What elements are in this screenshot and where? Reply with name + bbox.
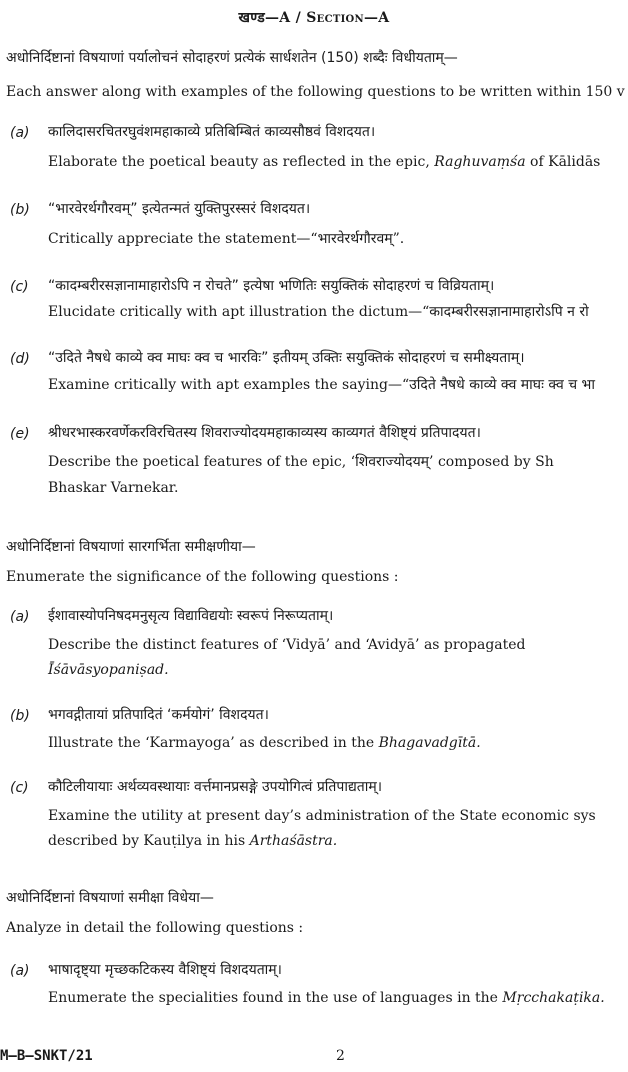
q3-instruction-english: Analyze in detail the following questions :: [6, 920, 304, 936]
q1-part-e-hindi: श्रीधरभास्करवर्णेकरविरचितस्य शिवराज्योदयमहाकाव्यस्य काव्यगतं वैशिष्ट्यं प्रतिपादयत।: [48, 425, 481, 441]
q3-part-a-label: (a): [10, 963, 30, 979]
q2-part-c-english-cont: described by Kauṭilya in his Arthaśāstra.: [48, 833, 338, 849]
exam-code: M–B–SNKT/21: [0, 1048, 93, 1064]
q2-part-b-english: Illustrate the ‘Karmayoga’ as described in the Bhagavadgītā.: [48, 735, 481, 751]
q2-part-a-hindi: ईशावास्योपनिषदमनुसृत्य विद्याविद्ययोः स्वरूपं निरूप्यताम्।: [48, 608, 334, 624]
q1-part-e-english-cont: Bhaskar Varnekar.: [48, 480, 179, 496]
q1-part-d-label: (d): [10, 351, 30, 367]
q1-part-d-english: Examine critically with apt examples the saying—“उदिते नैषधे काव्ये क्व माघः क्व च भा: [48, 377, 596, 393]
q1-part-b-label: (b): [10, 202, 30, 218]
q2-part-a-english: Describe the distinct features of ‘Vidyā’ and ‘Avidyā’ as propagated: [48, 637, 526, 653]
q1-part-e-english: Describe the poetical features of the epic, ‘शिवराज्योदयम्’ composed by Sh: [48, 454, 554, 470]
q2-part-b-label: (b): [10, 708, 30, 724]
q1-part-c-english: Elucidate critically with apt illustration the dictum—“कादम्बरीरसज्ञानामाहारोऽपि न रो: [48, 304, 589, 320]
q1-instruction-hindi: अधोनिर्दिष्टानां विषयाणां पर्यालोचनं सोदाहरणं प्रत्येकं सार्धशतेन (150) शब्दैः विधीयताम्—: [6, 50, 458, 66]
q3-part-a-hindi: भाषादृष्ट्या मृच्छकटिकस्य वैशिष्ट्यं विशदयताम्।: [48, 962, 282, 978]
q2-part-c-hindi: कौटिलीयायाः अर्थव्यवस्थायाः वर्त्तमानप्रसङ्गे उपयोगित्वं प्रतिपाद्यताम्।: [48, 779, 383, 795]
q2-part-a-english-cont: Īśāvāsyopaniṣad.: [48, 662, 169, 678]
q1-part-a-label: (a): [10, 125, 30, 141]
q1-part-a-hindi: कालिदासरचितरघुवंशमहाकाव्ये प्रतिबिम्बितं काव्यसौष्ठवं विशदयत।: [48, 124, 376, 140]
q2-part-c-english: Examine the utility at present day’s administration of the State economic sys: [48, 808, 596, 824]
q1-part-c-hindi: “कादम्बरीरसज्ञानामाहारोऽपि न रोचते” इत्येषा भणितिः सयुक्तिकं सोदाहरणं च विव्रियताम्।: [48, 278, 495, 294]
q3-part-a-english: Enumerate the specialities found in the use of languages in the Mṛcchakaṭika.: [48, 990, 605, 1006]
q2-part-c-label: (c): [10, 780, 29, 796]
q1-part-c-label: (c): [10, 279, 29, 295]
q1-instruction-english: Each answer along with examples of the following questions to be written within 150 v: [6, 84, 625, 100]
q2-instruction-english: Enumerate the significance of the following questions :: [6, 569, 399, 585]
q1-part-e-label: (e): [10, 426, 30, 442]
q1-part-a-english: Elaborate the poetical beauty as reflected in the epic, Raghuvaṃśa of Kālidās: [48, 154, 601, 170]
q3-instruction-hindi: अधोनिर्दिष्टानां विषयाणां समीक्षा विधेया—: [6, 890, 214, 906]
q1-part-b-hindi: “भारवेरर्थगौरवम्” इत्येतन्मतं युक्तिपुरस्सरं विशदयत।: [48, 201, 311, 217]
q2-part-a-label: (a): [10, 609, 30, 625]
q1-part-b-english: Critically appreciate the statement—“भारवेरर्थगौरवम्”.: [48, 231, 405, 247]
q1-part-d-hindi: “उदिते नैषधे काव्ये क्व माघः क्व च भारविः” इतीयम् उक्तिः सयुक्तिकं सोदाहरणं च समीक्ष्यताम्।: [48, 350, 525, 366]
q2-instruction-hindi: अधोनिर्दिष्टानां विषयाणां सारगर्भिता समीक्षणीया—: [6, 539, 256, 555]
section-heading: खण्ड—A / Section—A: [238, 10, 390, 26]
page-number: 2: [336, 1048, 345, 1064]
q2-part-b-hindi: भगवद्गीतायां प्रतिपादितं ‘कर्मयोगं’ विशदयत।: [48, 707, 269, 723]
